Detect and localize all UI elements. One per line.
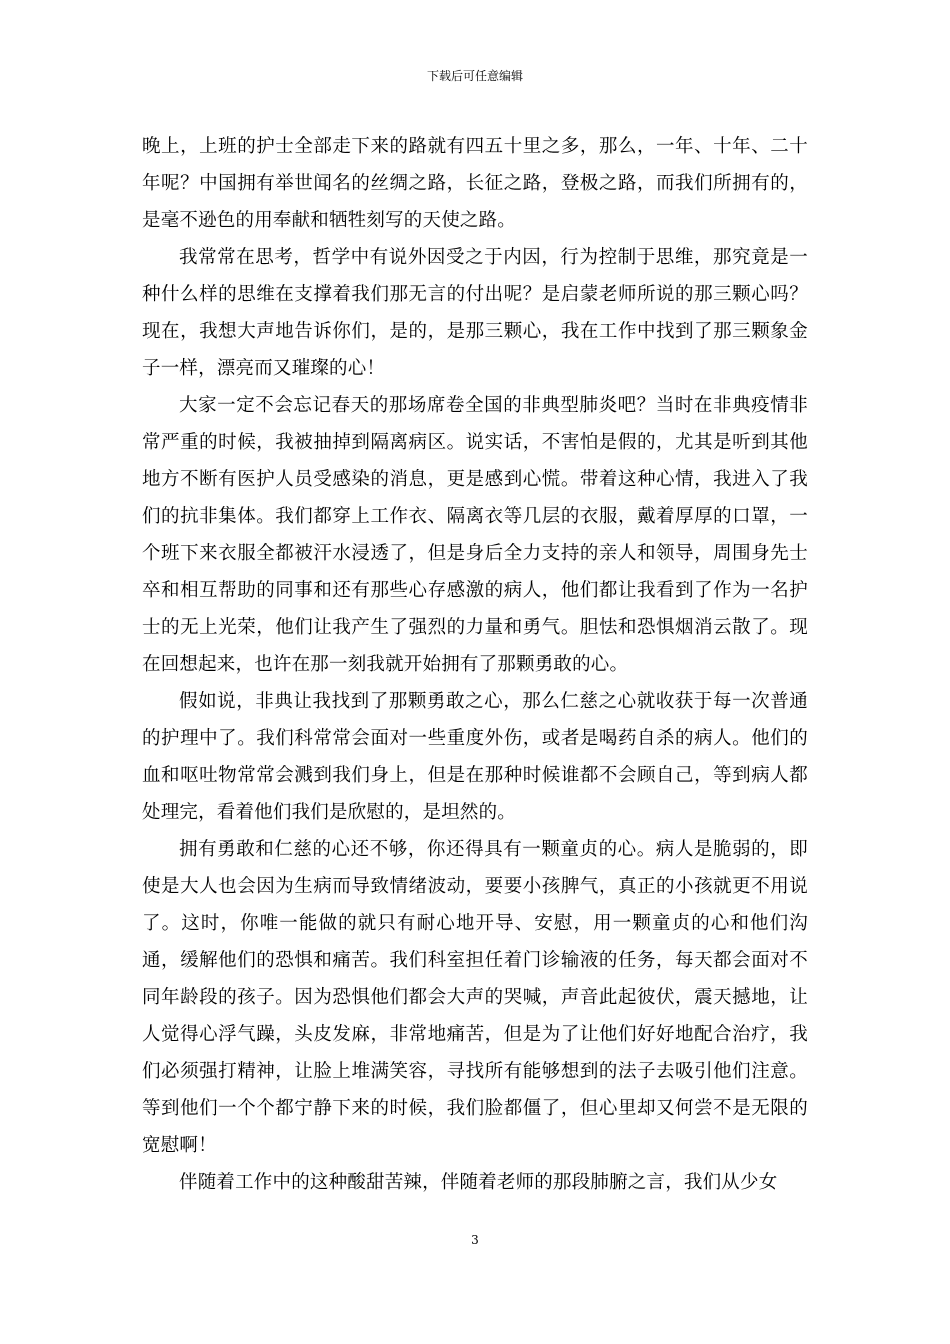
paragraph-6: 伴随着工作中的这种酸甜苦辣，伴随着老师的那段肺腑之言，我们从少女 <box>179 1172 778 1193</box>
page-header: 下载后可任意编辑 <box>426 69 523 83</box>
paragraph-4: 假如说，非典让我找到了那颗勇敢之心，那么仁慈之心就收获于每一次普通的护理中了。我们科常常会面对一些重度外伤，或者是喝药自杀的病人。他们的血和呕吐物常常会溅到我们身上，但是在那种时候谁都不会顾自己，等到病人都处理完，看着他们我们是欣慰的，是坦然的。 <box>142 691 808 823</box>
paragraph-1: 晚上，上班的护士全部走下来的路就有四五十里之多，那么，一年、十年、二十年呢？中国拥有举世闻名的丝绸之路，长征之路，登极之路，而我们所拥有的，是毫不逊色的用奉献和牺牲刻写的天使之路。 <box>142 136 808 231</box>
paragraph-2: 我常常在思考，哲学中有说外因受之于内因，行为控制于思维，那究竟是一种什么样的思维在支撑着我们那无言的付出呢？是启蒙老师所说的那三颗心吗？现在，我想大声地告诉你们，是的，是那三颗心，我在工作中找到了那三颗象金子一样，漂亮而又璀璨的心！ <box>142 247 808 379</box>
page-number: 3 <box>471 1233 479 1247</box>
paragraph-5: 拥有勇敢和仁慈的心还不够，你还得具有一颗童贞的心。病人是脆弱的，即使是大人也会因为生病而导致情绪波动，要要小孩脾气，真正的小孩就更不用说了。这时，你唯一能做的就只有耐心地开导、安慰，用一颗童贞的心和他们沟通，缓解他们的恐惧和痛苦。我们科室担任着门诊输液的任务，每天都会面对不同年龄段的孩子。因为恐惧他们都会大声的哭喊，声音此起彼伏，震天撼地，让人觉得心浮气躁，头皮发麻，非常地痛苦，但是为了让他们好好地配合治疗，我们必须强打精神，让脸上堆满笑容，寻找所有能够想到的法子去吸引他们注意。等到他们一个个都宁静下来的时候，我们脸都僵了，但心里却又何尝不是无限的宽慰啊！ <box>142 839 808 1156</box>
document-body <box>142 128 808 1201</box>
paragraph-3: 大家一定不会忘记春天的那场席卷全国的非典型肺炎吧？当时在非典疫情非常严重的时候，我被抽掉到隔离病区。说实话，不害怕是假的，尤其是听到其他地方不断有医护人员受感染的消息，更是感到心慌。带着这种心情，我进入了我们的抗非集体。我们都穿上工作衣、隔离衣等几层的衣服，戴着厚厚的口罩，一个班下来衣服全都被汗水浸透了，但是身后全力支持的亲人和领导，周围身先士卒和相互帮助的同事和还有那些心存感激的病人，他们都让我看到了作为一名护士的无上光荣，他们让我产生了强烈的力量和勇气。胆怯和恐惧烟消云散了。现在回想起来，也许在那一刻我就开始拥有了那颗勇敢的心。 <box>142 395 808 675</box>
